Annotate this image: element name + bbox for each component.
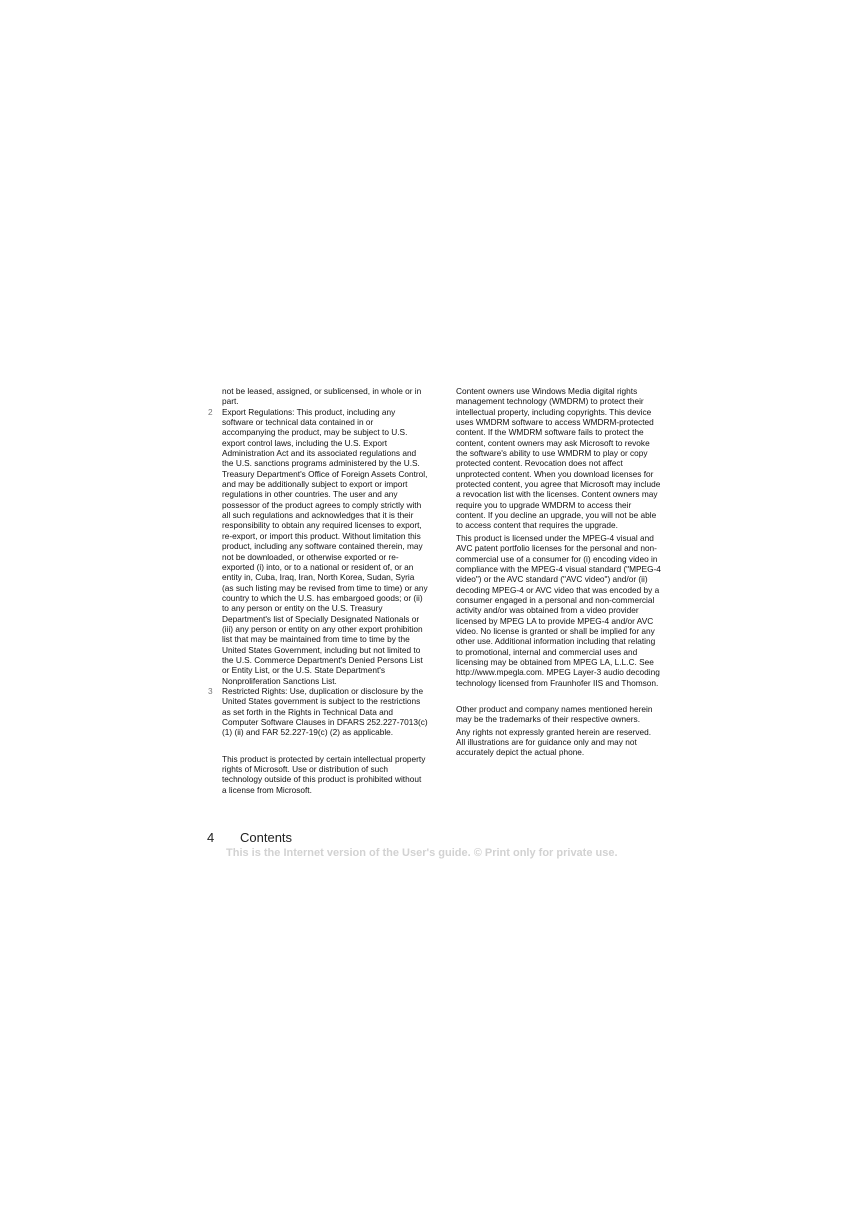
item-number: 3 (208, 685, 213, 696)
lease-clause-continuation: not be leased, assigned, or sublicensed, in whole or in part. (222, 386, 422, 407)
right-column (456, 386, 662, 758)
page-number: 4 (207, 830, 215, 845)
trademarks-paragraph: Other product and company names mentioned herein may be the trademarks of their respective owners. (456, 703, 653, 725)
item-number: 2 (208, 406, 213, 417)
rights-reserved-paragraph: Any rights not expressly granted herein are reserved. (456, 726, 652, 737)
restricted-rights-text: Restricted Rights: Use, duplication or disclosure by the United States government is subject to the restrictions as set forth in the Rights in Technical Data and Computer Software Clauses in DFARS 252.227-7013(c) (1) (ii) and FAR 52.227-19(c) (2) as applicable. (222, 685, 428, 738)
export-regulations-item (208, 406, 428, 686)
export-regulations-text: Export Regulations: This product, including any software or technical data contained in or accompanying the product, may be subject to U.S. export control laws, including the U.S. Export Administration Act and its associated regulations and the U.S. sanctions programs administered by the U.S. Treasury Department's Office of Foreign Assets Control, and may be additionally subject to export or import regulations in other countries. The user and any possessor of the product agrees to comply strictly with all such regulations and acknowledges that it is their responsibility to obtain any required licenses to export, re-export, or import this product. Without limitation this product, including any software contained therein, may not be downloaded, or otherwise exported or re-exported (i) into, or to a national or resident of, or an entity in, Cuba, Iraq, Iran, North Korea, Sudan, Syria (as such listing may be revised from time to time) or any country to which the U.S. has embargoed goods; or (ii) to any person or entity on the U.S. Treasury Department's list of Specially Designated Nationals or (iii) any person or entity on any other export prohibition list that may be maintained from time to time by the United States Government, including but not limited to the U.S. Commerce Department's Denied Persons List or Entity List, or the U.S. State Department's Nonproliferation Sanctions List. (222, 406, 428, 686)
restricted-rights-item (208, 685, 428, 738)
microsoft-ip-notice: This product is protected by certain intellectual property rights of Microsoft. Use or distribution of such technology outside of this product is prohibited without a license from Microsoft. (222, 753, 426, 795)
internet-version-disclaimer: This is the Internet version of the User's guide. © Print only for private use. (226, 847, 618, 859)
mpeg-license-paragraph: This product is licensed under the MPEG-4 visual and AVC patent portfolio licenses for the personal and non-commercial use of a consumer for (i) encoding video in compliance with the MPEG-4 visual standard ("MPEG-4 video") or the AVC standard ("AVC video") and/or (ii) decoding MPEG-4 or AVC video that was encoded by a consumer engaged in a personal and non-commercial activity and/or was obtained from a video provider licensed by MPEG LA to provide MPEG-4 and/or AVC video. No license is granted or shall be implied for any other use. Additional information including that relating to promotional, internal and commercial uses and licensing may be obtained from MPEG LA, L.L.C. See http://www.mpegla.com. MPEG Layer-3 audio decoding technology licensed from Fraunhofer IIS and Thomson. (456, 532, 661, 688)
wmdrm-paragraph: Content owners use Windows Media digital rights management technology (WMDRM) to protect their intellectual property, including copyrights. This device uses WMDRM software to access WMDRM-protected content. If the WMDRM software fails to protect the content, content owners may ask Microsoft to revoke the software's ability to use WMDRM to play or copy protected content. Revocation does not affect unprotected content. When you download licenses for protected content, you agree that Microsoft may include a revocation list with the licenses. Content owners may require you to upgrade WMDRM to access their content. If you decline an upgrade, you will not be able to access content that requires the upgrade. (456, 386, 661, 531)
section-title: Contents (240, 830, 293, 845)
left-column (208, 386, 428, 795)
illustrations-paragraph: All illustrations are for guidance only and may not accurately depict the actual phone. (456, 737, 637, 758)
